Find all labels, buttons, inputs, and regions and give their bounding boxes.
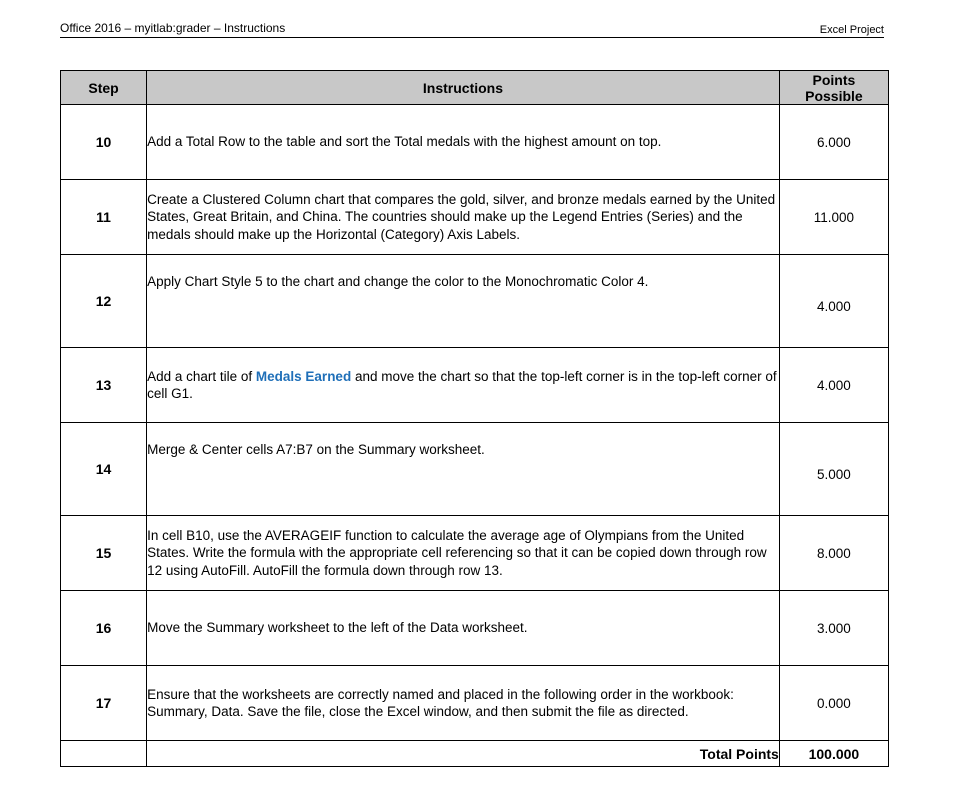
points-text: 4.000 (817, 298, 851, 314)
instructions-table (60, 70, 889, 767)
instruction-text-after: and move the chart so that the top-left corner is in the top-left corner of cell G1. (147, 368, 777, 401)
step-number: 14 (61, 423, 147, 516)
instruction-text-before: Add a chart tile of (147, 368, 256, 384)
points-value (779, 423, 888, 516)
table-row (61, 255, 889, 348)
points-value: 6.000 (779, 105, 888, 180)
total-points-label: Total Points (147, 741, 780, 767)
points-header-line1: Points (812, 71, 856, 88)
table-row (61, 591, 889, 666)
total-row-blank-cell (61, 741, 147, 767)
step-column-header: Step (61, 71, 147, 105)
points-column-header (779, 71, 888, 105)
table-row (61, 423, 889, 516)
points-value: 4.000 (779, 348, 888, 423)
total-row (61, 741, 889, 767)
points-text: 5.000 (817, 466, 851, 482)
instruction-text: Merge & Center cells A7:B7 on the Summary worksheet. (147, 423, 780, 516)
document-title: Office 2016 – myitlab:grader – Instructions (60, 21, 286, 35)
project-label: Excel Project (819, 24, 884, 36)
table-row (61, 516, 889, 591)
table-header-row (61, 71, 889, 105)
points-value: 8.000 (779, 516, 888, 591)
points-header-line2: Possible (805, 87, 863, 104)
table-row (61, 105, 889, 180)
step-number: 16 (61, 591, 147, 666)
points-value: 3.000 (779, 591, 888, 666)
table-row (61, 180, 889, 255)
step-number: 15 (61, 516, 147, 591)
chart-title-highlight: Medals Earned (255, 368, 352, 384)
step-number: 17 (61, 666, 147, 741)
instruction-text: In cell B10, use the AVERAGEIF function to calculate the average age of Olympians from the United States. Write the formula with the appropriate cell referencing so that it can be copied down through row 12 using AutoFill. AutoFill the formula down through row 13. (147, 516, 780, 591)
table-row (61, 666, 889, 741)
step-number: 12 (61, 255, 147, 348)
total-points-value: 100.000 (779, 741, 888, 767)
points-value: 0.000 (779, 666, 888, 741)
points-value (779, 255, 888, 348)
step-number: 13 (61, 348, 147, 423)
instructions-column-header: Instructions (147, 71, 780, 105)
instruction-text: Move the Summary worksheet to the left of the Data worksheet. (147, 591, 780, 666)
instruction-text (147, 348, 780, 423)
table-row (61, 348, 889, 423)
instruction-text: Add a Total Row to the table and sort the Total medals with the highest amount on top. (147, 105, 780, 180)
step-number: 10 (61, 105, 147, 180)
instruction-text: Ensure that the worksheets are correctly named and placed in the following order in the workbook: Summary, Data. Save the file, close the Excel window, and then submit the file as directed. (147, 666, 780, 741)
instruction-text: Create a Clustered Column chart that compares the gold, silver, and bronze medals earned by the United States, Great Britain, and China. The countries should make up the Legend Entries (Series) and the medals should make up the Horizontal (Category) Axis Labels. (147, 180, 780, 255)
instruction-text: Apply Chart Style 5 to the chart and change the color to the Monochromatic Color 4. (147, 255, 780, 348)
page-header (60, 20, 884, 38)
points-value: 11.000 (779, 180, 888, 255)
step-number: 11 (61, 180, 147, 255)
